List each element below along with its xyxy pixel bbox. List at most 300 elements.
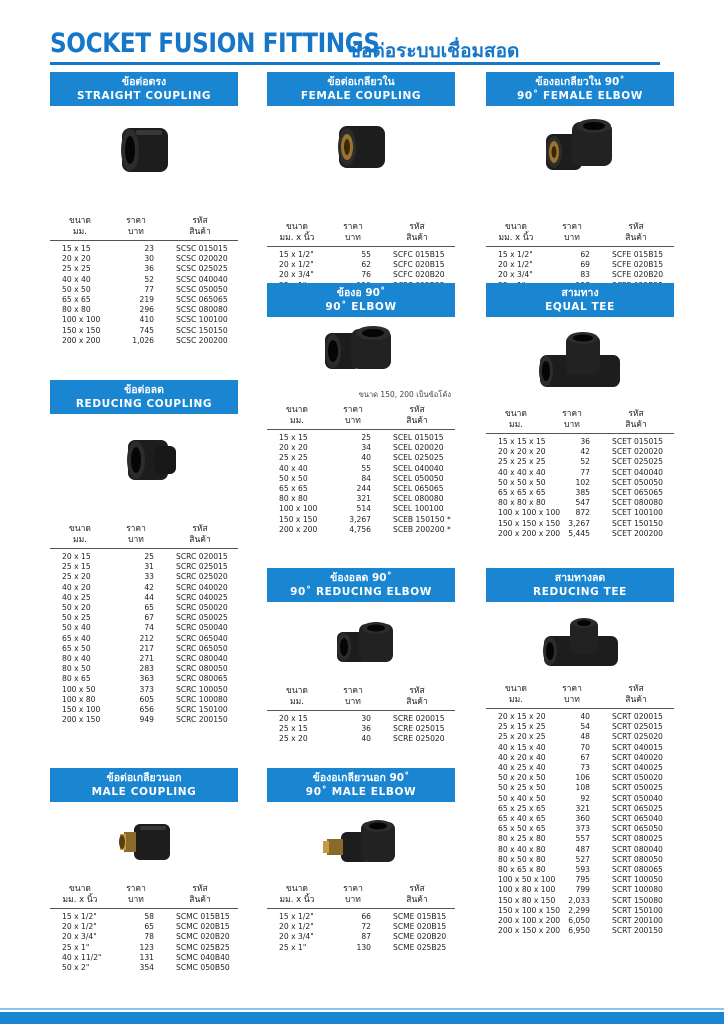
table-row	[50, 644, 238, 654]
table-row	[486, 906, 674, 916]
cell-size: 50 x 20	[62, 603, 91, 613]
cell-price: 40	[580, 712, 590, 721]
cell-code: SCSC 065065	[176, 295, 228, 305]
col-size: ขนาด	[286, 222, 308, 232]
col-price-unit: บาท	[345, 233, 361, 243]
col-code-unit: สินค้า	[189, 895, 211, 905]
table-row	[267, 250, 455, 260]
table-row	[50, 695, 238, 705]
cell-code: SCRT 200150	[612, 926, 663, 936]
table-row	[486, 865, 674, 875]
cell-size: 80 x 25 x 80	[498, 834, 546, 844]
cell-code: SCRC 080065	[176, 674, 228, 684]
table-row	[50, 674, 238, 684]
elbow-90-fitting-icon	[267, 317, 455, 389]
col-code: รหัส	[628, 684, 644, 694]
cell-code: SCRT 040025	[612, 763, 663, 773]
price-table	[267, 222, 455, 291]
price-table	[486, 222, 674, 291]
table-row	[50, 623, 238, 633]
cell-price: 36	[580, 437, 590, 446]
table-row	[50, 705, 238, 715]
cell-code: SCEL 015015	[393, 433, 444, 442]
cell-code: SCRC 020015	[176, 552, 228, 561]
cell-price: 34	[361, 443, 371, 453]
cell-size: 50 x 50	[279, 473, 308, 483]
cell-price: 872	[575, 508, 590, 518]
cell-price: 48	[580, 732, 590, 742]
cell-price: 5,445	[568, 528, 590, 538]
table-row	[486, 845, 674, 855]
table-header	[486, 222, 674, 247]
cell-code: SCRE 020015	[393, 714, 445, 723]
cell-price: 55	[361, 250, 371, 259]
cell-code: SCET 050050	[612, 477, 663, 487]
table-row	[486, 457, 674, 467]
cell-code: SCRC 065050	[176, 643, 228, 653]
cell-size: 200 x 200 x 200	[498, 528, 561, 538]
col-price-unit: บาท	[128, 227, 144, 237]
cell-size: 15 x 1/2"	[62, 912, 97, 921]
size-note: ขนาด 150, 200 เป็นข้อโค้ง	[358, 390, 451, 399]
section-title: REDUCING TEE	[533, 586, 627, 598]
table-row	[50, 953, 238, 963]
section-title: 90˚ ELBOW	[325, 301, 397, 313]
table-body	[267, 711, 455, 745]
cell-price: 2,299	[568, 905, 590, 915]
cell-size: 200 x 100 x 200	[498, 916, 561, 926]
table-row	[267, 494, 455, 504]
cell-price: 373	[575, 824, 590, 834]
table-header	[267, 405, 455, 430]
cell-code: SCME 020B20	[393, 932, 447, 942]
cell-size: 65 x 65 x 65	[498, 488, 546, 498]
cell-price: 92	[580, 793, 590, 803]
price-table	[486, 409, 674, 539]
section-banner	[486, 283, 674, 317]
table-row	[486, 488, 674, 498]
cell-code: SCRC 050020	[176, 603, 228, 613]
cell-price: 321	[356, 494, 371, 504]
section-title: 90˚ MALE ELBOW	[305, 786, 417, 798]
female-elbow-fitting-icon	[486, 106, 674, 186]
cell-price: 131	[139, 952, 154, 962]
cell-size: 25 x 25 x 25	[498, 457, 546, 467]
cell-code: SCEL 050050	[393, 473, 444, 483]
cell-code: SCRC 025020	[176, 572, 228, 582]
cell-price: 605	[139, 694, 154, 704]
cell-size: 65 x 25 x 65	[498, 803, 546, 813]
cell-size: 100 x 100	[62, 315, 101, 325]
cell-code: SCSC 100100	[176, 315, 228, 325]
straight-coupling-fitting-icon	[50, 106, 238, 188]
col-size-unit: มม.	[290, 697, 304, 707]
cell-code: SCEB 150150 *	[393, 514, 451, 524]
section-reducing-tee	[486, 568, 674, 936]
cell-code: SCFE 020B15	[612, 260, 664, 270]
cell-size: 20 x 3/4"	[498, 270, 533, 280]
cell-code: SCET 200200	[612, 528, 663, 538]
col-size-unit: มม. x นิ้ว	[279, 233, 315, 243]
section-banner	[486, 568, 674, 602]
cell-size: 25 x 25	[62, 264, 91, 274]
col-code-unit: สินค้า	[189, 535, 211, 545]
col-price-unit: บาท	[345, 697, 361, 707]
cell-size: 200 x 200	[279, 524, 318, 534]
table-row	[486, 783, 674, 793]
cell-price: 25	[361, 433, 371, 442]
cell-size: 50 x 20 x 50	[498, 773, 546, 783]
col-code: รหัส	[628, 409, 644, 419]
table-row	[50, 634, 238, 644]
cell-code: SCMC 020B20	[176, 932, 230, 942]
table-row	[267, 464, 455, 474]
cell-size: 50 x 50	[62, 284, 91, 294]
table-row	[267, 270, 455, 280]
cell-price: 65	[144, 922, 154, 932]
cell-price: 212	[139, 633, 154, 643]
table-row	[486, 468, 674, 478]
section-title-thai: ข้องอลด 90˚	[330, 572, 392, 584]
cell-price: 3,267	[568, 518, 590, 528]
cell-code: SCEL 065065	[393, 484, 444, 494]
section-female-elbow-90	[486, 72, 674, 291]
table-row	[486, 926, 674, 936]
cell-code: SCRE 025020	[393, 734, 445, 744]
table-row	[267, 515, 455, 525]
cell-price: 514	[356, 504, 371, 514]
table-row	[486, 855, 674, 865]
table-row	[50, 922, 238, 932]
cell-price: 354	[139, 963, 154, 973]
table-row	[486, 260, 674, 270]
table-row	[50, 715, 238, 725]
section-elbow-90	[267, 283, 455, 535]
reducing-elbow-fitting-icon	[267, 602, 455, 682]
col-price: ราคา	[126, 216, 146, 226]
cell-size: 25 x 1"	[62, 942, 90, 952]
cell-code: SCEL 040040	[393, 463, 444, 473]
cell-price: 373	[139, 684, 154, 694]
cell-size: 20 x 15	[279, 714, 308, 723]
cell-size: 100 x 50	[62, 684, 96, 694]
cell-code: SCRT 080050	[612, 854, 663, 864]
cell-size: 25 x 1"	[279, 942, 307, 952]
cell-code: SCRT 065050	[612, 824, 663, 834]
col-size: ขนาด	[286, 686, 308, 696]
table-row	[267, 433, 455, 443]
footer-stripe	[0, 1008, 724, 1010]
section-male-elbow-90	[267, 768, 455, 953]
cell-code: SCRC 150100	[176, 705, 228, 715]
cell-size: 150 x 80 x 150	[498, 895, 556, 905]
cell-price: 25	[144, 552, 154, 561]
table-header	[50, 216, 238, 241]
cell-size: 80 x 40	[62, 654, 91, 664]
cell-size: 20 x 3/4"	[62, 932, 97, 942]
cell-price: 73	[580, 763, 590, 773]
section-title-thai: สามทาง	[561, 287, 599, 299]
cell-price: 2,033	[568, 895, 590, 905]
cell-price: 74	[144, 623, 154, 633]
section-banner	[267, 568, 455, 602]
cell-size: 50 x 25 x 50	[498, 783, 546, 793]
table-row	[486, 478, 674, 488]
cell-size: 40 x 40 x 40	[498, 467, 546, 477]
cell-price: 30	[361, 714, 371, 723]
reducing-coupling-fitting-icon	[50, 414, 238, 496]
table-row	[267, 453, 455, 463]
cell-code: SCSC 080080	[176, 305, 228, 315]
table-row	[486, 814, 674, 824]
table-row	[486, 794, 674, 804]
col-size-unit: มม. x นิ้ว	[62, 895, 98, 905]
cell-code: SCME 015B15	[393, 912, 447, 921]
section-banner	[267, 768, 455, 802]
cell-price: 527	[575, 854, 590, 864]
table-row	[486, 885, 674, 895]
cell-code: SCRT 100080	[612, 885, 663, 895]
col-size: ขนาด	[69, 524, 91, 534]
cell-size: 25 x 15 x 25	[498, 722, 546, 732]
cell-code: SCRT 025015	[612, 722, 663, 732]
cell-size: 100 x 50 x 100	[498, 875, 556, 885]
cell-price: 795	[575, 875, 590, 885]
section-title: REDUCING COUPLING	[75, 398, 213, 410]
table-header	[50, 884, 238, 909]
col-price: ราคา	[343, 884, 363, 894]
table-row	[50, 264, 238, 274]
table-row	[267, 922, 455, 932]
cell-code: SCET 080080	[612, 498, 663, 508]
cell-price: 547	[575, 498, 590, 508]
cell-size: 25 x 20	[279, 734, 308, 744]
cell-price: 83	[580, 270, 590, 280]
cell-size: 20 x 3/4"	[279, 932, 314, 942]
cell-price: 6,050	[568, 916, 590, 926]
cell-price: 72	[361, 922, 371, 932]
cell-price: 33	[144, 572, 154, 582]
cell-size: 200 x 200	[62, 335, 101, 345]
section-reducing-elbow-90	[267, 568, 455, 745]
table-row	[486, 529, 674, 539]
col-price: ราคา	[343, 686, 363, 696]
table-row	[50, 552, 238, 562]
col-price-unit: บาท	[564, 233, 580, 243]
col-code-unit: สินค้า	[625, 420, 647, 430]
col-code: รหัส	[192, 524, 208, 534]
footer-bar	[0, 1012, 724, 1024]
table-row	[267, 943, 455, 953]
cell-size: 15 x 15	[279, 433, 308, 442]
table-row	[267, 525, 455, 535]
cell-code: SCEL 020020	[393, 443, 444, 453]
cell-code: SCME 020B15	[393, 922, 447, 932]
cell-price: 36	[144, 264, 154, 274]
cell-price: 360	[575, 814, 590, 824]
cell-size: 40 x 40	[279, 463, 308, 473]
cell-code: SCRT 200100	[612, 916, 663, 926]
cell-size: 20 x 15 x 20	[498, 712, 546, 721]
cell-price: 321	[575, 803, 590, 813]
cell-price: 78	[144, 932, 154, 942]
col-code-unit: สินค้า	[406, 416, 428, 426]
cell-size: 15 x 1/2"	[279, 250, 314, 259]
cell-size: 80 x 50	[62, 664, 91, 674]
cell-size: 20 x 1/2"	[279, 922, 314, 932]
table-row	[50, 654, 238, 664]
table-row	[267, 714, 455, 724]
cell-code: SCFC 015B15	[393, 250, 445, 259]
cell-code: SCSC 150150	[176, 325, 228, 335]
page-title-thai: ข้อต่อระบบเชื่อมสอด	[348, 40, 520, 62]
cell-size: 100 x 100	[279, 504, 318, 514]
cell-code: SCFC 020B20	[393, 270, 445, 280]
table-row	[486, 732, 674, 742]
cell-code: SCEL 100100	[393, 504, 444, 514]
table-row	[486, 743, 674, 753]
col-price-unit: บาท	[564, 420, 580, 430]
cell-price: 76	[361, 270, 371, 280]
cell-size: 40 x 25 x 40	[498, 763, 546, 773]
cell-price: 244	[356, 484, 371, 494]
col-size: ขนาด	[505, 409, 527, 419]
table-row	[267, 932, 455, 942]
cell-size: 200 x 150 x 200	[498, 926, 561, 936]
col-size: ขนาด	[69, 884, 91, 894]
col-size: ขนาด	[286, 405, 308, 415]
table-row	[50, 613, 238, 623]
col-code: รหัส	[409, 405, 425, 415]
cell-code: SCRC 080050	[176, 664, 228, 674]
section-banner	[50, 768, 238, 802]
cell-size: 150 x 100	[62, 705, 101, 715]
col-code-unit: สินค้า	[406, 233, 428, 243]
section-reducing-coupling	[50, 380, 238, 725]
cell-price: 36	[361, 724, 371, 734]
cell-price: 77	[144, 284, 154, 294]
cell-code: SCEL 025025	[393, 453, 444, 463]
table-row	[50, 963, 238, 973]
table-row	[486, 896, 674, 906]
col-size-unit: มม.	[290, 416, 304, 426]
cell-code: SCMC 050B50	[176, 963, 230, 973]
section-title-thai: ข้อต่อตรง	[121, 76, 167, 88]
cell-size: 65 x 65	[62, 295, 91, 305]
cell-price: 58	[144, 912, 154, 921]
price-table	[267, 884, 455, 953]
cell-code: SCRC 065040	[176, 633, 228, 643]
cell-code: SCSC 040040	[176, 274, 228, 284]
table-row	[50, 603, 238, 613]
cell-price: 30	[144, 254, 154, 264]
col-code-unit: สินค้า	[406, 895, 428, 905]
table-row	[267, 724, 455, 734]
cell-price: 656	[139, 705, 154, 715]
cell-price: 487	[575, 844, 590, 854]
table-row	[50, 305, 238, 315]
cell-size: 25 x 15	[279, 724, 308, 734]
cell-code: SCRT 150100	[612, 905, 663, 915]
male-elbow-fitting-icon	[267, 802, 455, 884]
section-male-coupling	[50, 768, 238, 973]
equal-tee-fitting-icon	[486, 317, 674, 405]
cell-price: 410	[139, 315, 154, 325]
cell-price: 31	[144, 562, 154, 572]
cell-size: 150 x 150	[279, 514, 318, 524]
cell-size: 50 x 40 x 50	[498, 793, 546, 803]
cell-code: SCRT 080065	[612, 865, 663, 875]
cell-size: 20 x 20	[279, 443, 308, 453]
price-table	[486, 684, 674, 936]
cell-size: 80 x 80 x 80	[498, 498, 546, 508]
cell-size: 65 x 50 x 65	[498, 824, 546, 834]
section-title-thai: ข้องอ 90˚	[336, 287, 386, 299]
section-female-coupling	[267, 72, 455, 291]
cell-size: 40 x 20 x 40	[498, 752, 546, 762]
table-row	[267, 912, 455, 922]
cell-code: SCRT 050025	[612, 783, 663, 793]
col-size: ขนาด	[286, 884, 308, 894]
col-code: รหัส	[409, 686, 425, 696]
cell-size: 40 x 40	[62, 274, 91, 284]
col-price: ราคา	[562, 222, 582, 232]
cell-price: 799	[575, 885, 590, 895]
col-code-unit: สินค้า	[406, 697, 428, 707]
section-straight-coupling	[50, 72, 238, 346]
section-banner	[267, 72, 455, 106]
cell-price: 42	[144, 582, 154, 592]
cell-code: SCSC 025025	[176, 264, 228, 274]
male-coupling-fitting-icon	[50, 802, 238, 884]
cell-price: 70	[580, 742, 590, 752]
section-title-thai: ข้อต่อเกลียวใน	[327, 76, 395, 88]
cell-code: SCET 100100	[612, 508, 663, 518]
cell-size: 20 x 3/4"	[279, 270, 314, 280]
table-row	[486, 498, 674, 508]
section-title-thai: ข้องอเกลียวใน 90˚	[535, 76, 625, 88]
cell-size: 40 x 20	[62, 582, 91, 592]
table-row	[486, 250, 674, 260]
cell-size: 15 x 15 x 15	[498, 437, 546, 446]
col-price-unit: บาท	[345, 416, 361, 426]
table-row	[50, 275, 238, 285]
cell-size: 25 x 15	[62, 562, 91, 572]
cell-code: SCRT 080040	[612, 844, 663, 854]
cell-code: SCET 065065	[612, 488, 663, 498]
cell-size: 80 x 40 x 80	[498, 844, 546, 854]
cell-price: 130	[356, 942, 371, 952]
table-row	[486, 804, 674, 814]
title-divider	[50, 62, 660, 65]
table-row	[50, 685, 238, 695]
cell-size: 20 x 1/2"	[62, 922, 97, 932]
table-row	[267, 260, 455, 270]
cell-size: 20 x 1/2"	[498, 260, 533, 270]
cell-code: SCRT 100050	[612, 875, 663, 885]
table-body	[486, 709, 674, 936]
table-row	[486, 773, 674, 783]
cell-size: 20 x 20	[62, 254, 91, 264]
cell-code: SCRT 065040	[612, 814, 663, 824]
cell-code: SCMC 015B15	[176, 912, 230, 921]
cell-price: 67	[144, 613, 154, 623]
table-row	[486, 508, 674, 518]
cell-price: 44	[144, 592, 154, 602]
table-row	[486, 447, 674, 457]
table-row	[267, 734, 455, 744]
cell-price: 87	[361, 932, 371, 942]
